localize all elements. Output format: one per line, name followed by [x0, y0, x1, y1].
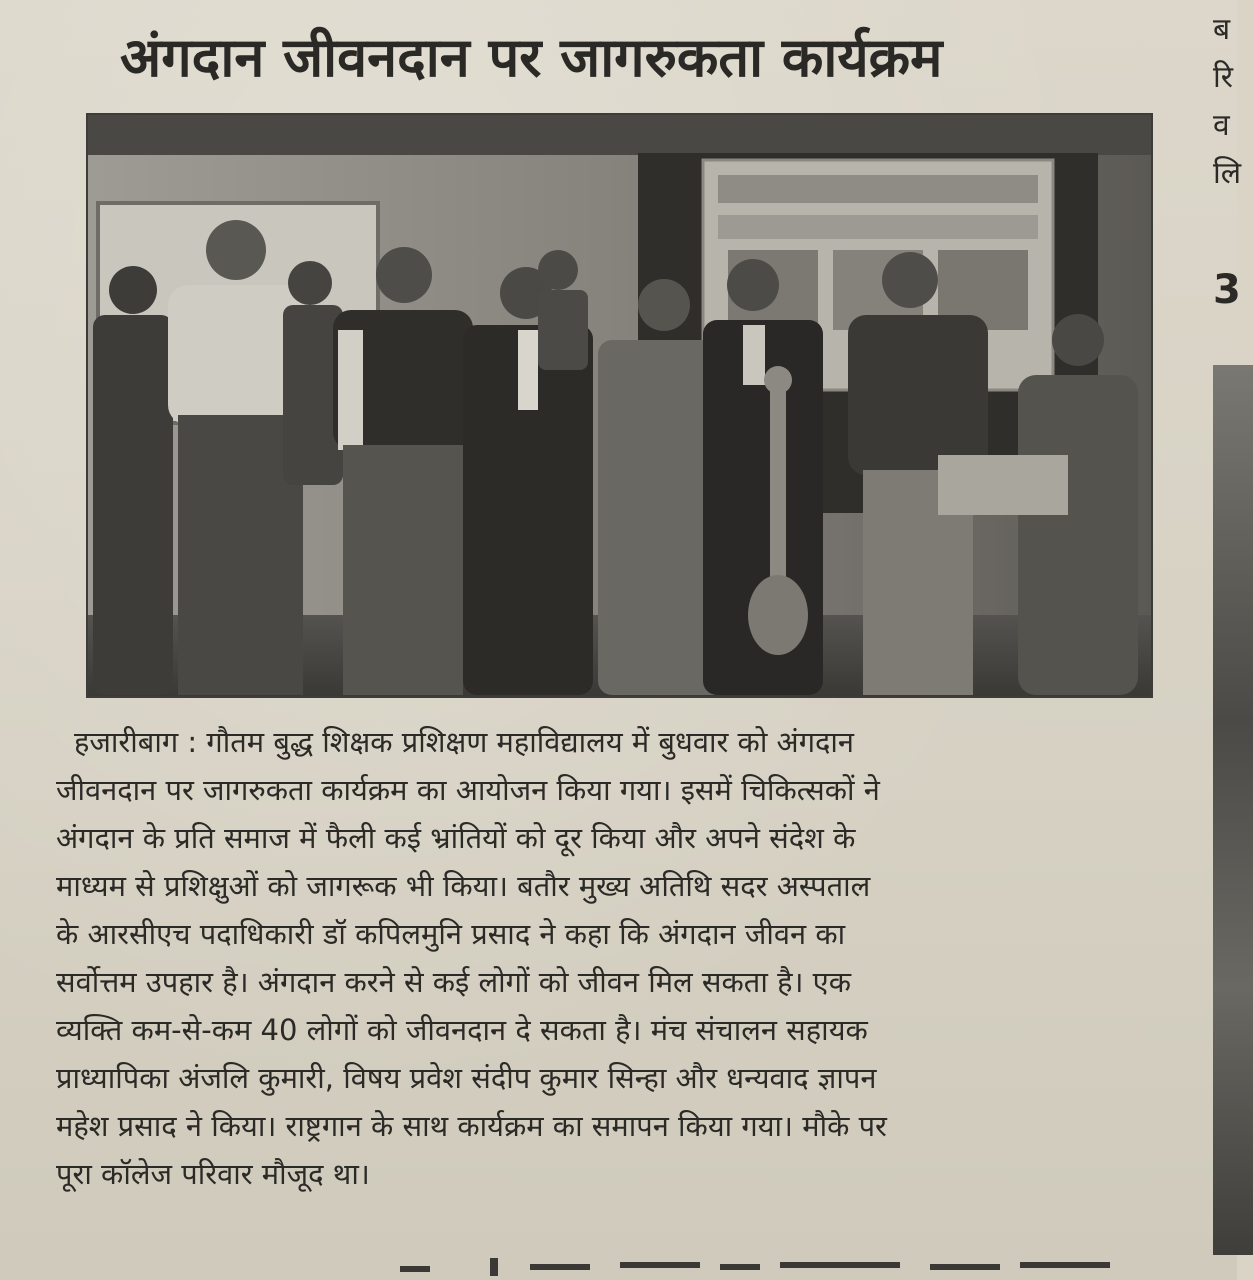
- article-headline: अंगदान जीवनदान पर जागरुकता कार्यक्रम: [120, 26, 943, 89]
- next-article-cutoff: [60, 1252, 1160, 1280]
- news-photo: [86, 113, 1153, 698]
- article-line: महेश प्रसाद ने किया। राष्ट्रगान के साथ कार्यक्रम का समापन किया गया। मौके पर: [56, 1109, 887, 1143]
- article-line: जीवनदान पर जागरुकता कार्यक्रम का आयोजन किया गया। इसमें चिकित्सकों ने: [56, 773, 880, 807]
- article-line: व्यक्ति कम-से-कम 40 लोगों को जीवनदान दे सकता है। मंच संचालन सहायक: [56, 1013, 868, 1047]
- article-body: [56, 722, 1166, 1262]
- adjacent-fragment: लि: [1213, 156, 1242, 191]
- article-line: हजारीबाग : गौतम बुद्ध शिक्षक प्रशिक्षण महाविद्यालय में बुधवार को अंगदान: [74, 725, 855, 759]
- article-line: के आरसीएच पदाधिकारी डॉ कपिलमुनि प्रसाद ने कहा कि अंगदान जीवन का: [56, 917, 846, 951]
- adjacent-column: [1205, 0, 1242, 1280]
- adjacent-fragment: व: [1213, 108, 1230, 143]
- adjacent-fragment: 3: [1213, 267, 1241, 313]
- article-line: प्राध्यापिका अंजलि कुमारी, विषय प्रवेश संदीप कुमार सिन्हा और धन्यवाद ज्ञापन: [56, 1061, 877, 1095]
- article-line: अंगदान के प्रति समाज में फैली कई भ्रांतियों को दूर किया और अपने संदेश के: [56, 821, 856, 855]
- cutoff-text-marks: [60, 1252, 1160, 1280]
- article-line: माध्यम से प्रशिक्षुओं को जागरूक भी किया। बतौर मुख्य अतिथि सदर अस्पताल: [56, 869, 871, 903]
- adjacent-fragment: ब: [1213, 12, 1231, 47]
- article-line: पूरा कॉलेज परिवार मौजूद था।: [56, 1157, 370, 1191]
- group-photo-illustration: [88, 115, 1151, 696]
- adjacent-fragment: रि: [1213, 60, 1234, 95]
- article-line: सर्वोत्तम उपहार है। अंगदान करने से कई लोगों को जीवन मिल सकता है। एक: [56, 965, 851, 999]
- adjacent-photo-strip: [1213, 365, 1253, 1255]
